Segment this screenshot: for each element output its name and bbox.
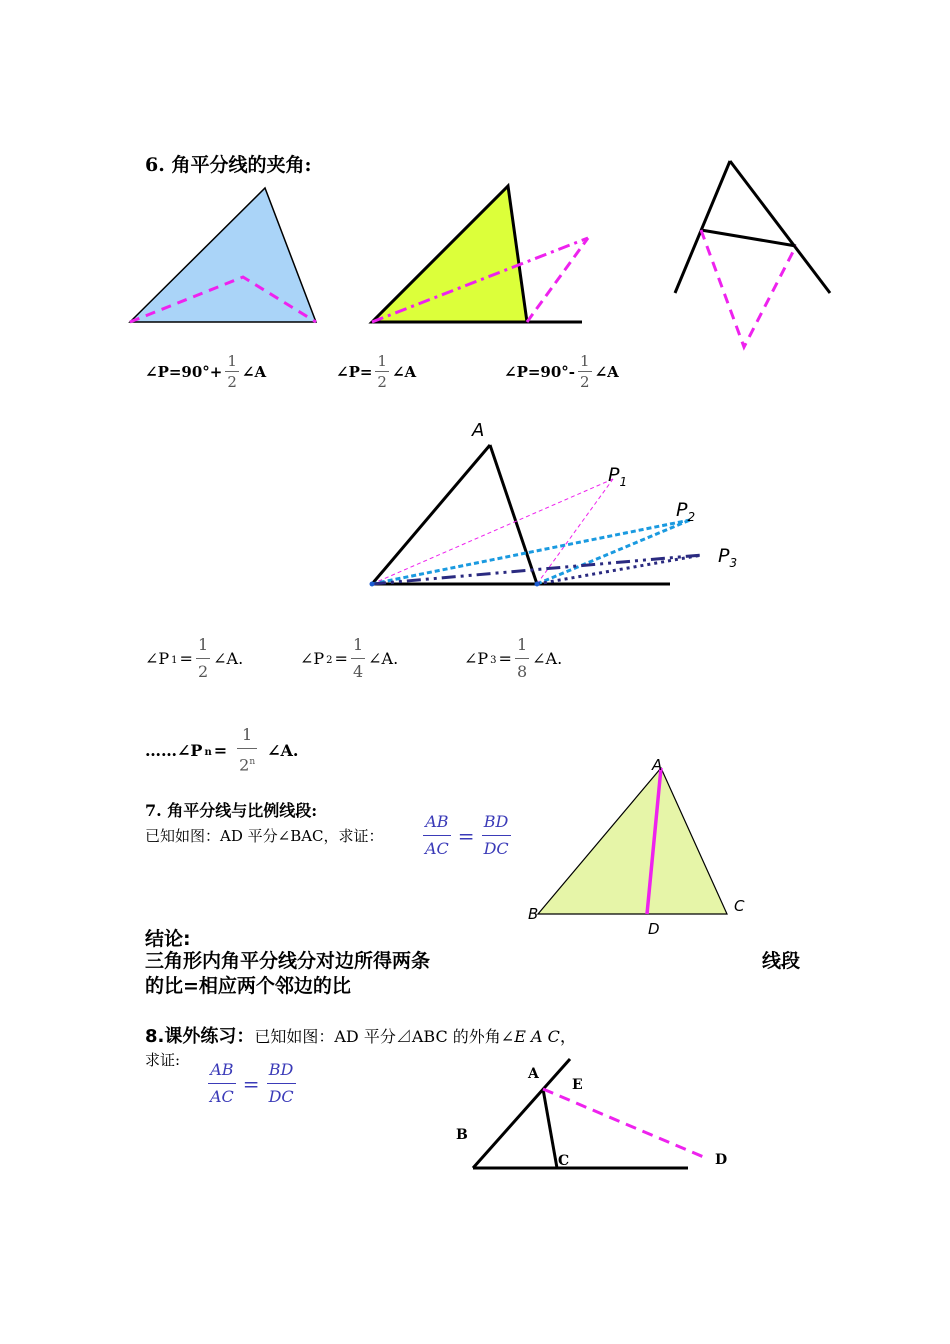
exterior-bisector-AD xyxy=(543,1089,706,1158)
label-B7: B xyxy=(528,905,539,923)
label-P1: $P_1$ xyxy=(608,464,628,489)
section7-ratio: $\frac{AB}{AC}$ = $\frac{BD}{DC}$ xyxy=(425,812,509,858)
label-C7: C xyxy=(734,897,745,915)
formula-two-exterior: ∠P=90°- $\frac{1}{2}$ ∠A xyxy=(504,352,619,391)
conclusion-line1b: 线段 xyxy=(762,950,801,972)
formula-p2: ∠P 2 = $\frac{1}{4}$ ∠A. xyxy=(300,635,399,681)
label-A8: A xyxy=(528,1066,539,1082)
section8-ratio: $\frac{AB}{AC}$ = $\frac{BD}{DC}$ xyxy=(210,1060,294,1106)
section8-heading: 8.课外练习： xyxy=(145,1026,255,1047)
label-A7: A xyxy=(652,756,663,774)
formula-exterior: ∠P= $\frac{1}{2}$ ∠A xyxy=(336,352,417,391)
label-P3: $P_3$ xyxy=(718,545,738,570)
section6-heading: 6. 角平分线的夹角: xyxy=(145,154,312,176)
section8-prove: 求证: xyxy=(145,1051,181,1069)
conclusion-title: 结论: xyxy=(145,928,191,950)
section7-known: 已知如图：AD 平分∠BAC，求证： xyxy=(145,827,384,845)
label-C8: C xyxy=(558,1153,570,1169)
label-D7: D xyxy=(648,920,660,938)
section8-line: 8.课外练习：已知如图：AD 平分⊿ABC 的外角∠E A C， xyxy=(145,1026,577,1047)
section7-heading: 7. 角平分线与比例线段: xyxy=(145,801,318,820)
formula-pn: ……∠P n = $\frac{1}{2^n}$ ∠A. xyxy=(145,725,299,775)
label-P2: $P_2$ xyxy=(676,499,696,524)
label-D8: D xyxy=(715,1152,728,1168)
formula-p1: ∠P 1 = $\frac{1}{2}$ ∠A. xyxy=(145,635,244,681)
conclusion-line2: 的比=相应两个邻边的比 xyxy=(145,975,351,997)
label-A: A xyxy=(472,420,485,441)
formula-p3: ∠P 3 = $\frac{1}{8}$ ∠A. xyxy=(464,635,563,681)
conclusion-line1a: 三角形内角平分线分对边所得两条 xyxy=(145,950,431,972)
formula-interior: ∠P=90°+ $\frac{1}{2}$ ∠A xyxy=(145,352,267,391)
label-E8: E xyxy=(572,1077,583,1093)
label-B8: B xyxy=(456,1127,468,1143)
